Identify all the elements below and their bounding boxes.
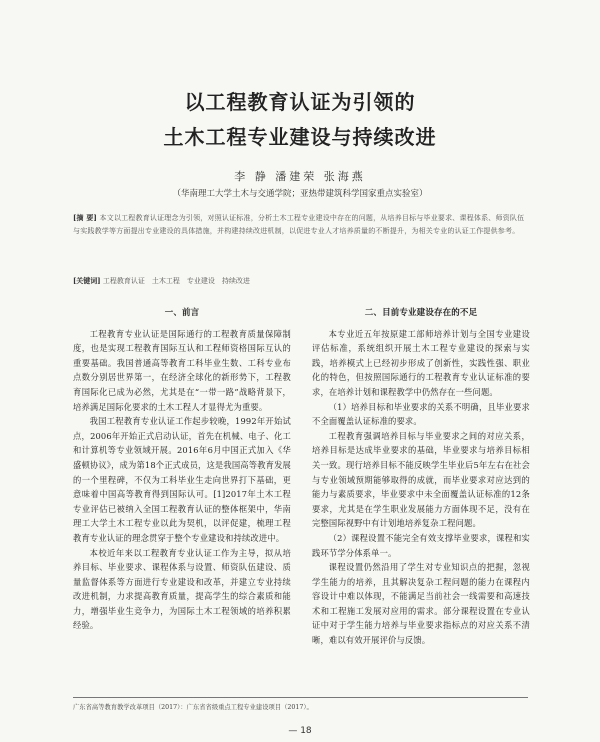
- right-column: [312, 306, 530, 648]
- paragraph: 我国工程教育专业认证工作起步较晚，1992年开始试点，2006年开始正式启动认证，首先在机械、电子、化工和计算机等专业领域开展。2016年6月中国正式加入《华盛顿协议》，成为第18个正式成员，这是我国高等教育发展的一个里程碑，不仅为工科毕业生走向世界打下基础，更意味着中国高等教育得到国际认可。[1]2017年土木工程专业评估已被纳入全国工程教育认证的整体框架中，华南理工大学土木工程专业以此为契机，以评促建，梳理工程教育专业认证的理念贯穿于整个专业建设和持续改进中。: [73, 416, 291, 543]
- keywords-text: 工程教育认证 土木工程 专业建设 持续改进: [102, 277, 250, 285]
- paragraph: （1）培养目标和毕业要求的关系不明确，且毕业要求不全面覆盖认证标准的要求。: [312, 401, 530, 427]
- keywords-label: [关键词]: [73, 276, 101, 285]
- left-column: [73, 306, 291, 633]
- paragraph: 工程教育强调培养目标与毕业要求之间的对应关系，培养目标是达成毕业要求的基础，毕业要求与培养目标相关一致。现行培养目标不能反映学生毕业后5年左右在社会与专业领域预期能够取得的成就，而毕业要求对应达到的能力与素质要求，毕业要求中未全面覆盖认证标准的12条要求，尤其是在学生职业发展能力方面体现不足，没有在完整国际视野中有计划地培养复杂工程问题。: [312, 430, 530, 529]
- section-heading-problems: 二、目前专业建设存在的不足: [364, 308, 478, 318]
- paragraph: 本专业近五年按原建工部师培养计划与全国专业建设评估标准，系统组织开展土木工程专业建设的探索与实践，培养模式上已经初步形成了创新性，实践性强、职业化的特色，但按照国际通行的工程教育专业认证标准的要求，在培养计划和课程教学中仍然存在一些问题。: [312, 328, 530, 397]
- affiliation: （华南理工大学土木与交通学院；亚热带建筑科学国家重点实验室）: [172, 189, 428, 199]
- authors: 李 静 潘建荣 张海燕: [234, 170, 366, 183]
- paragraph: 本校近年来以工程教育专业认证工作为主导，拟从培养目标、毕业要求、课程体系与设置、师资队伍建设、质量监督体系等方面进行专业建设和改革，并建立专业持续改进机制，力求提高教育质量，提高学生的综合素质和能力，增强毕业生竞争力，为国际土木工程领域的培养积累经验。: [73, 547, 291, 631]
- paragraph: 工程教育专业认证是国际通行的工程教育质量保障制度，也是实现工程教育国际互认和工程师资格国际互认的重要基础。我国普通高等教育工科毕业生数、工科专业布点数分别居世界第一，在经济全球化的新形势下，工程教育国际化已成为必然，尤其是在“一带一路”战略背景下，培养满足国际化要求的土木工程人才显得尤为重要。: [73, 328, 291, 412]
- abstract-text: 本文以工程教育认证理念为引领，对照认证标准，分析土木工程专业建设中存在的问题，从培养目标与毕业要求、课程体系、师资队伍与实践教学等方面提出专业建设的具体措施，并构建持续改进机制，以促进专业人才培养质量的不断提升，为相关专业的认证工作提供参考。: [73, 214, 525, 235]
- paragraph: （2）课程设置不能完全有效支撑毕业要求，课程和实践环节学分体系单一。: [312, 532, 530, 558]
- paper-title-line1: 以工程教育认证为引领的: [184, 90, 416, 114]
- page-number: — 18: [288, 726, 312, 736]
- abstract-label: [摘 要]: [73, 213, 98, 222]
- paragraph: 课程设置仍然沿用了学生对专业知识点的把握，忽视学生能力的培养，且其解决复杂工程问题的能力在课程内容设计中难以体现，不能满足当前社会一线需要和高速技术和工程施工发展对应用的需求。部分课程设置在专业认证中对于学生能力培养与毕业要求指标点的对应关系不清晰，难以有效开展评价与反馈。: [312, 562, 530, 646]
- abstract: [73, 212, 528, 237]
- section-heading-intro: 一、前言: [164, 308, 200, 318]
- footnote: 广东省高等教育教学改革项目（2017）：广东省省级重点工程专业建设项目（2017）。: [73, 697, 528, 711]
- paper-title-line2: 土木工程专业建设与持续改进: [163, 125, 437, 149]
- keywords: [73, 276, 528, 286]
